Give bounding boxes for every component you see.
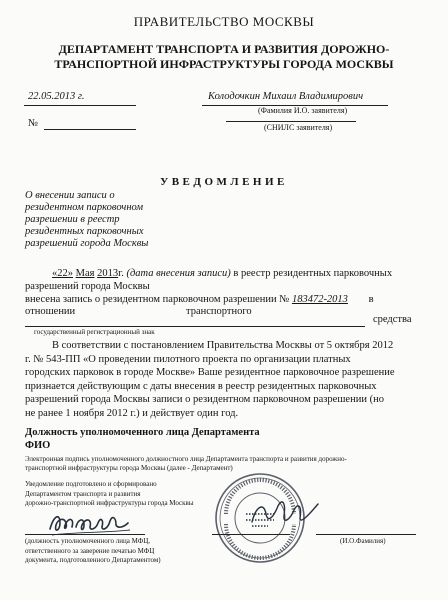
mfc-caption-line-2: ответственного за заверение печатью МФЦ (25, 546, 155, 555)
prepared-line-2: Департаментом транспорта и развития (25, 489, 141, 498)
subject-line-5: разрешений города Москвы (25, 238, 149, 249)
applicant-name: Колодочкин Михаил Владимирович (208, 91, 364, 102)
entry-line-3-end: в (368, 294, 374, 305)
entry-line-3 (25, 294, 374, 305)
body-line-4: признается действующим с даты внесения в реестр резидентных парковочных (25, 380, 377, 392)
mfc-caption-line-1: (должность уполномоченного лица МФЦ, (25, 537, 151, 545)
authorized-position: Должность уполномоченного лица Департамента (25, 427, 260, 438)
number-underline (44, 129, 136, 130)
gov-sign-caption: государственный регистрационный знак (34, 328, 155, 336)
notice-title: УВЕДОМЛЕНИЕ (160, 176, 288, 188)
subject-line-3: разрешении в реестр (25, 214, 120, 225)
notice-subject (25, 190, 148, 250)
subject-line-2: резидентном парковочном (25, 202, 144, 213)
entry-day: «22» (52, 268, 73, 279)
e-signature-line-1: Электронная подпись уполномоченного должностного лица Департамента транспорта и развития дорожно- (25, 455, 347, 463)
entry-year-suffix: г. (118, 268, 124, 279)
name-underline (316, 534, 416, 535)
subject-line-1: О внесении записи о (25, 190, 115, 201)
document-date: 22.05.2013 г. (28, 91, 85, 102)
body-line-3: городских парковок в городе Москве» Ваше резидентное парковочное разрешение (25, 367, 395, 379)
name-caption: (И.О.Фамилия) (340, 537, 386, 545)
entry-date-tail: в реестр резидентных парковочных (233, 268, 393, 279)
entry-line-4-right: средства (373, 314, 412, 325)
mfc-position-underline (25, 534, 145, 535)
official-handwritten-signature (246, 492, 326, 534)
entry-date-hint: (дата внесения записи) (126, 268, 231, 279)
department-title (0, 42, 448, 72)
entry-date-line (52, 268, 392, 279)
body-paragraph (25, 339, 395, 421)
snils-caption: (СНИЛС заявителя) (264, 123, 333, 132)
permit-number: 183472-2013 (291, 294, 348, 305)
subject-line-4: резидентных парковочных (25, 226, 144, 237)
body-line-6: не ранее 1 ноября 2012 г.) и действует один год. (25, 407, 239, 419)
government-title: ПРАВИТЕЛЬСТВО МОСКВЫ (133, 14, 315, 29)
entry-line-3-start: внесена запись о резидентном парковочном разрешении № (25, 294, 290, 305)
mfc-caption (25, 537, 161, 566)
official-sign-underline (212, 534, 290, 535)
plate-underline (25, 326, 365, 327)
prepared-line-1: Уведомление подготовлено и сформировано (25, 480, 157, 488)
authorized-fio: ФИО (25, 440, 51, 451)
entry-line-4-left: отношении (25, 306, 76, 317)
department-line-2: ТРАНСПОРТНОЙ ИНФРАСТРУКТУРЫ ГОРОДА МОСКВЫ (54, 57, 394, 71)
department-line-1: ДЕПАРТАМЕНТ ТРАНСПОРТА И РАЗВИТИЯ ДОРОЖНО- (58, 42, 390, 56)
body-line-2: г. № 543-ПП «О проведении пилотного проекта по организации платных (25, 353, 351, 365)
date-underline (24, 105, 136, 106)
entry-line-2: разрешений города Москвы (25, 281, 150, 292)
entry-line-4-mid: транспортного (186, 306, 252, 317)
body-line-1: В соответствии с постановлением Правительства Москвы от 5 октября 2012 (52, 340, 394, 351)
applicant-caption: (Фамилия И.О. заявителя) (258, 106, 348, 115)
entry-month: Мая (75, 268, 95, 279)
snils-underline (226, 121, 356, 122)
body-line-5: разрешений города Москвы записи о резидентном парковочном разрешении (но (25, 394, 384, 406)
e-signature-line-2: транспортной инфраструктуры города Москвы (далее - Департамент) (25, 464, 233, 472)
prepared-line-3: дорожно-транспортной инфраструктуры города Москвы (25, 499, 194, 507)
entry-year: 2013 (97, 268, 119, 279)
number-label: № (28, 118, 39, 129)
mfc-caption-line-3: документа, подготовленного Департаментом) (25, 556, 161, 564)
